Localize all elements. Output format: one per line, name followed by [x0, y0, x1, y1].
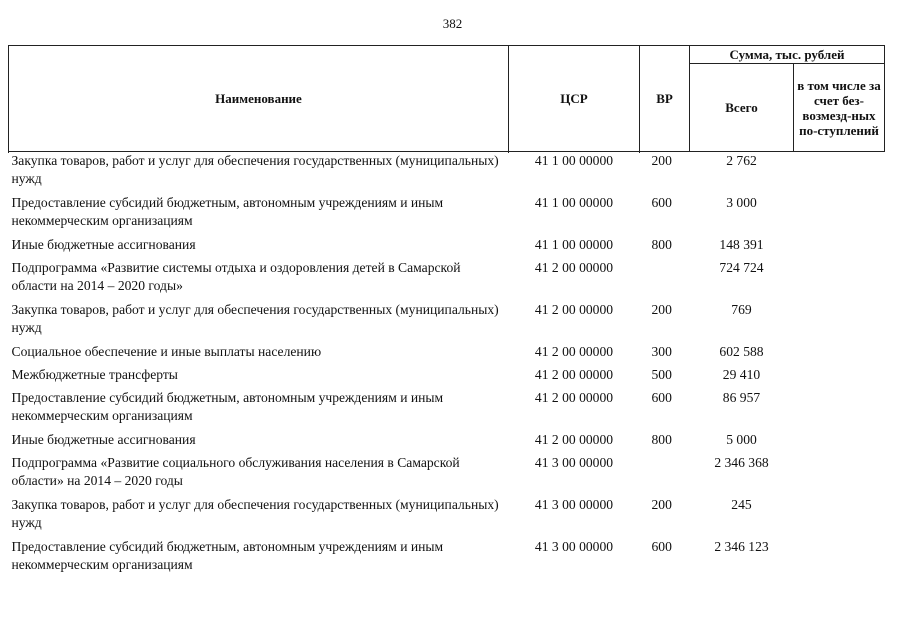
row-name: Предоставление субсидий бюджетным, автономным учреждениям и иным некоммерческим организациям [11, 390, 444, 423]
table-row [9, 236, 885, 259]
row-vr [640, 454, 690, 496]
row-csr: 41 3 00 00000 [534, 455, 614, 470]
row-name: Социальное обеспечение и иные выплаты населению [11, 344, 322, 359]
table-row [9, 389, 885, 431]
row-csr: 41 3 00 00000 [534, 539, 614, 554]
row-free [794, 366, 885, 389]
row-free [794, 496, 885, 538]
row-free [794, 236, 885, 259]
row-csr: 41 2 00 00000 [534, 432, 614, 447]
table-row [9, 366, 885, 389]
row-name: Межбюджетные трансферты [11, 367, 178, 382]
row-vr: 500 [651, 367, 672, 382]
row-total: 245 [731, 497, 752, 512]
row-name: Закупка товаров, работ и услуг для обеспечения государственных (муниципальных) нужд [11, 302, 499, 335]
row-name: Подпрограмма «Развитие системы отдыха и оздоровления детей в Самарской области на 2014 – 2020 годы» [11, 260, 461, 293]
row-csr: 41 3 00 00000 [534, 497, 614, 512]
header-sum: Сумма, тыс. рублей [690, 46, 885, 64]
row-free [794, 259, 885, 301]
row-vr [640, 259, 690, 301]
row-name: Предоставление субсидий бюджетным, автономным учреждениям и иным некоммерческим организациям [11, 195, 444, 228]
row-total: 2 346 368 [714, 455, 769, 470]
row-free [794, 431, 885, 454]
row-vr: 800 [651, 237, 672, 252]
page-number: 382 [442, 16, 463, 31]
table-body [9, 152, 885, 581]
row-csr: 41 2 00 00000 [534, 390, 614, 405]
row-vr: 200 [651, 497, 672, 512]
header-free: в том числе за счет без-возмезд-ных по-ступлений [794, 64, 885, 152]
budget-table [8, 45, 885, 580]
row-total: 2 762 [726, 152, 757, 168]
row-free [794, 152, 885, 195]
row-csr: 41 2 00 00000 [534, 367, 614, 382]
table-row [9, 496, 885, 538]
row-free [794, 194, 885, 236]
header-vr: ВР [640, 46, 690, 152]
row-free [794, 389, 885, 431]
row-vr: 200 [651, 302, 672, 317]
row-name: Иные бюджетные ассигнования [11, 432, 196, 447]
table-row [9, 152, 885, 195]
header-name: Наименование [9, 46, 509, 152]
row-vr: 600 [651, 539, 672, 554]
row-total: 29 410 [722, 367, 761, 382]
row-total: 86 957 [722, 390, 761, 405]
row-free [794, 538, 885, 580]
row-csr: 41 2 00 00000 [534, 344, 614, 359]
row-name: Подпрограмма «Развитие социального обслуживания населения в Самарской области» на 2014 – 2020 годы [11, 455, 460, 488]
row-vr: 800 [651, 432, 672, 447]
row-total: 602 588 [719, 344, 764, 359]
row-name: Закупка товаров, работ и услуг для обеспечения государственных (муниципальных) нужд [11, 153, 499, 186]
row-csr: 41 1 00 00000 [534, 195, 614, 210]
row-total: 769 [731, 302, 752, 317]
row-vr: 600 [651, 390, 672, 405]
table-header [9, 46, 885, 152]
row-name: Закупка товаров, работ и услуг для обеспечения государственных (муниципальных) нужд [11, 497, 499, 530]
table-row [9, 343, 885, 366]
row-total: 5 000 [726, 432, 757, 447]
row-total: 148 391 [719, 237, 764, 252]
row-name: Предоставление субсидий бюджетным, автономным учреждениям и иным некоммерческим организациям [11, 539, 444, 572]
row-csr: 41 1 00 00000 [534, 153, 614, 168]
row-total: 724 724 [719, 260, 764, 275]
header-total: Всего [690, 64, 794, 152]
row-vr: 200 [651, 153, 672, 168]
table-row [9, 301, 885, 343]
row-total: 2 346 123 [714, 539, 769, 554]
header-csr: ЦСР [509, 46, 640, 152]
row-vr: 300 [651, 344, 672, 359]
row-csr: 41 1 00 00000 [534, 237, 614, 252]
row-free [794, 343, 885, 366]
table-row [9, 194, 885, 236]
row-csr: 41 2 00 00000 [534, 260, 614, 275]
table-row [9, 454, 885, 496]
table-row [9, 259, 885, 301]
row-free [794, 454, 885, 496]
row-vr: 600 [651, 195, 672, 210]
row-free [794, 301, 885, 343]
row-total: 3 000 [726, 195, 757, 210]
row-name: Иные бюджетные ассигнования [11, 237, 196, 252]
table-row [9, 431, 885, 454]
row-csr: 41 2 00 00000 [534, 302, 614, 317]
table-row [9, 538, 885, 580]
